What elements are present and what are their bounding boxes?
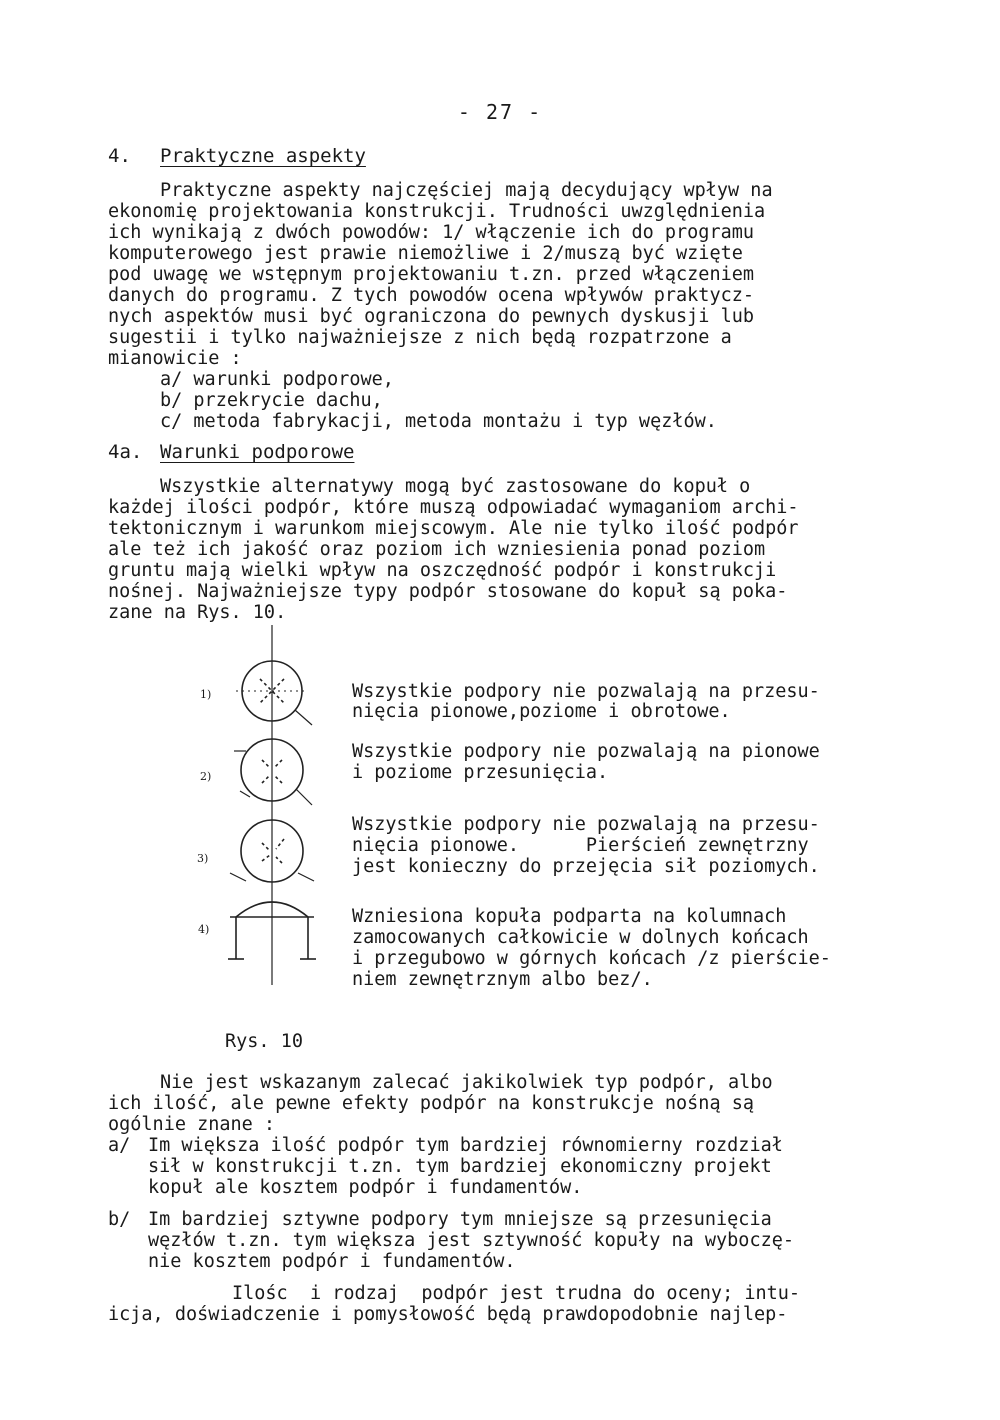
section-4a-title: Warunki podporowe	[160, 441, 355, 463]
text-line: icja, doświadczenie i pomysłowość będą prawdopodobnie najlep-	[108, 1304, 788, 1325]
support-diagram-2	[234, 739, 312, 805]
list-item: a/ warunki podporowe,	[160, 369, 394, 390]
text-line: zane na Rys. 10.	[108, 602, 287, 623]
text-line: Nie jest wskazanym zalecać jakikolwiek typ podpór, albo	[160, 1072, 773, 1093]
list-label: a/	[108, 1135, 131, 1156]
section-4a-number: 4a.	[108, 441, 143, 463]
text-line: kopuł ale kosztem podpór i fundamentów.	[148, 1177, 583, 1198]
text-line: nych aspektów musi być ograniczona do pewnych dyskusji lub	[108, 306, 755, 327]
text-line: każdej ilości podpór, które muszą odpowiadać wymaganiom archi-	[108, 497, 799, 518]
text-line: mianowicie :	[108, 348, 242, 369]
text-line: nięcia pionowe. Pierścień zewnętrzny	[352, 835, 809, 856]
text-line: ich ilość, ale pewne efekty podpór na konstrukcje nośną są	[108, 1093, 755, 1114]
text-line: Wzniesiona kopuła podparta na kolumnach	[352, 906, 787, 927]
text-line: pod uwagę we wstępnym projektowaniu t.zn. przed włączeniem	[108, 264, 755, 285]
figure-item-number: 1)	[200, 688, 212, 701]
figure-caption: Rys. 10	[225, 1031, 303, 1052]
text-line: Im większa ilość podpór tym bardziej równomierny rozdział	[148, 1135, 783, 1156]
text-line: i poziome przesunięcia.	[352, 762, 609, 783]
list-item: b/ przekrycie dachu,	[160, 390, 383, 411]
figure-item-number: 4)	[198, 923, 210, 936]
text-line: Im bardziej sztywne podpory tym mniejsze są przesunięcia	[148, 1209, 772, 1230]
text-line: Wszystkie podpory nie pozwalają na przesu-	[352, 681, 820, 702]
list-item: c/ metoda fabrykacji, metoda montażu i typ węzłów.	[160, 411, 717, 432]
text-line: nięcia pionowe,poziome i obrotowe.	[352, 701, 731, 722]
text-line: ale też ich jakość oraz poziom ich wzniesienia ponad poziom	[108, 539, 766, 560]
text-line: tektonicznym i warunkom miejscowym. Ale nie tylko ilość podpór	[108, 518, 799, 539]
text-line: Ilośc i rodzaj podpór jest trudna do oceny; intu-	[232, 1283, 801, 1304]
text-line: Wszystkie podpory nie pozwalają na pionowe	[352, 741, 820, 762]
text-line: komputerowego jest prawie niemożliwe i 2/muszą być wzięte	[108, 243, 743, 264]
list-label: b/	[108, 1209, 131, 1230]
text-line: nie kosztem podpór i fundamentów.	[148, 1251, 516, 1272]
section-4-title: Praktyczne aspekty	[160, 145, 366, 167]
text-line: Wszystkie alternatywy mogą być zastosowane do kopuł o	[160, 476, 751, 497]
text-line: ich wynikają z dwóch powodów: 1/ włączenie ich do programu	[108, 222, 755, 243]
text-line: ekonomię projektowania konstrukcji. Trudności uwzględnienia	[108, 201, 766, 222]
support-types-figure	[220, 625, 330, 995]
text-line: jest konieczny do przejęcia sił poziomych.	[352, 856, 820, 877]
page-number: - 27 -	[457, 100, 543, 124]
figure-item-number: 3)	[197, 852, 209, 865]
text-line: nośnej. Najważniejsze typy podpór stosowane do kopuł są poka-	[108, 581, 788, 602]
text-line: niem zewnętrznym albo bez/.	[352, 969, 653, 990]
support-diagram-1	[236, 661, 312, 725]
text-line: gruntu mają wielki wpływ na oszczędność podpór i konstrukcji	[108, 560, 777, 581]
text-line: ogólnie znane :	[108, 1114, 276, 1135]
text-line: sił w konstrukcji t.zn. tym bardziej ekonomiczny projekt	[148, 1156, 772, 1177]
text-line: danych do programu. Z tych powodów ocena wpływów praktycz-	[108, 285, 755, 306]
section-4-number: 4.	[108, 145, 131, 167]
text-line: zamocowanych całkowicie w dolnych końcach	[352, 927, 809, 948]
text-line: sugestii i tylko najważniejsze z nich będą rozpatrzone a	[108, 327, 732, 348]
figure-item-number: 2)	[200, 770, 212, 783]
text-line: Wszystkie podpory nie pozwalają na przesu-	[352, 814, 820, 835]
text-line: Praktyczne aspekty najczęściej mają decydujący wpływ na	[160, 180, 773, 201]
text-line: i przegubowo w górnych końcach /z pierście-	[352, 948, 831, 969]
text-line: węzłów t.zn. tym większa jest sztywność kopuły na wyboczę-	[148, 1230, 795, 1251]
